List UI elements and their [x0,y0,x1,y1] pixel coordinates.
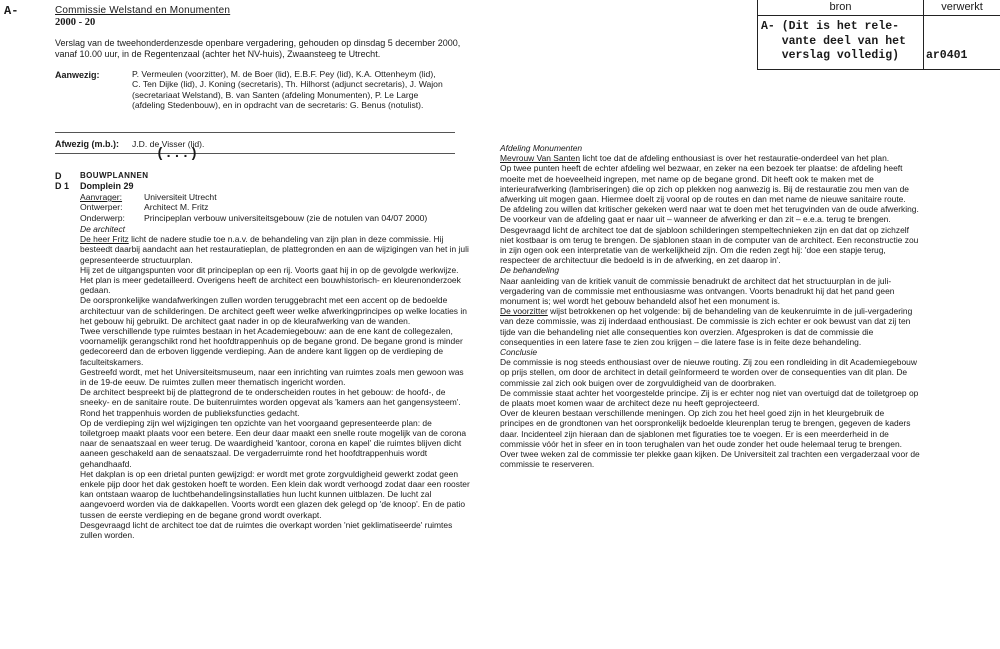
section-letter: D [55,171,62,181]
speaker-name: Mevrouw Van Santen [500,153,581,164]
detail-row [80,192,427,202]
detail-key: Ontwerper: [80,202,123,213]
present-line: (secretariaat Welstand), B. van Santen (afdeling Monumenten), P. Le Large [132,89,419,100]
document-number: 2000 - 20 [55,17,96,28]
paragraph-text: licht toe dat de afdeling enthousiast is over het restauratie-onderdeel van het plan. [580,153,890,164]
paragraph: Het dakplan is op een drietal punten gewijzigd: er wordt met grote zorgvuldigheid gewerkt zodat geen enkele pijp door het dak gestoken hoeft te worden. Een klein dak wordt verhoogd zodat daar een rooster kan ontstaan waarop de luchtbehandelingsinstallaties hun lucht kunnen uitblazen. De lucht zal aangevoerd worden via de dakkapellen. Voorts wordt een glazen dek gelegd op 'de knoop'. En de patio tussen de eerste verdieping en de begane grond wordt overkapt. [80,468,470,520]
stamp-header-processed: verwerkt [941,1,983,13]
stamp-divider [758,15,1000,16]
paragraph: Op de verdieping zijn wel wijzigingen ten opzichte van het voorgaand gepresenteerde plan: de toiletgroep maakt plaats voor een betere. Een deur daar maakt een snelle route mogelijk van de corona naar de senaatszaal en weer terug. De waardigheid 'kantoor, corona en kapel' die ruimtes blijven dicht aaneen geschakeld aan de senaatszaal. De vergaderruimte rond het hoofdtrappenhuis wordt gehandhaafd. [80,417,467,469]
stamp-header-source: bron [829,1,852,13]
omission-marker: (...) [156,146,199,162]
paragraph: Hij zet de uitgangspunten voor dit principeplan op een rij. Voorts gaat hij in op de gevolgde werkwijze. Het plan is meer gedetailleerd. Overigens heeft de architect een bouwhistorisch- en kleurenonderzoek gedaan. [80,264,461,296]
paragraph [80,234,472,265]
paragraph-heading: Conclusie [500,347,538,358]
speaker-name: De heer Fritz [80,234,129,245]
paragraph-heading: De behandeling [500,265,560,276]
detail-key: Onderwerp: [80,212,125,223]
paragraph: Twee verschillende type ruimtes bestaan in het Academiegebouw: aan de ene kant de collegezalen, voornamelijk gerangschikt rond het hoofdtrappenhuis op de begane grond. De begane grond is minder gedecoreerd dan de erboven liggende verdieping. Aan de andere kant liggen op de verdieping de faculteitskamers. [80,326,463,367]
detail-row [80,213,427,223]
stamp-code: ar0401 [926,49,968,62]
paragraph-text: licht de nadere studie toe n.a.v. de behandeling van zijn plan in deze commissie. Hij besteedt daarbij aandacht aan het restauratieplan, de plattegronden en aan de wijzigingen van het in juli gepresenteerde structuurplan. [80,234,469,265]
paragraph: Desgevraagd licht de architect toe dat de ruimtes die overkapt worden 'niet geklimatiseerde' ruimtes zullen worden. [80,519,453,541]
paragraph-text: wijst betrokkenen op het volgende: bij de behandeling van de keukenruimte in de juli-vergadering van deze commissie, was zij inderdaad enthousiast. De commissie is zich echter er ook bewust van dat zij ten tijde van die behandeling niet alle consequenties kon overzien. Afgesproken is dat de commissie die consequenties in een latere fase te zien zou krijgen – die latere fase is in feite deze behandeling. [500,306,913,347]
absent-list: J.D. de Visser (lid). [132,139,205,149]
detail-row [80,202,427,212]
detail-key: Aanvrager: [80,192,123,202]
left-text-column [80,224,472,540]
paragraph: De architect bespreekt bij de plattegrond de te onderscheiden routes in het gebouw: de hoofd-, de sneeky- en de sanitaire route. De buitenruimtes worden opgevat als 'kamers aan het gangensysteem'. Rond het trappenhuis worden de publieksfuncties gedacht. [80,387,461,418]
paragraph [500,306,920,347]
detail-value: Universiteit Utrecht [144,192,217,202]
paragraph: Over de kleuren bestaan verschillende meningen. Op zich zou het heel goed zijn in het kleurgebruik de principes en de grondtonen van het oorspronkelijk bedoelde kleurenplan terug te brengen, gegeven de kaders daar. Incidenteel zijn hieraan dan de sjablonen met figuraties toe te voegen. Er is een meerderheid in de commissie vóór het in sfeer en in toon terughalen van het oude zonder het oude helemaal terug te brengen. [500,408,911,449]
paragraph [500,153,920,163]
paragraph: De commissie is nog steeds enthousiast over de nieuwe routing. Zij zou een rondleiding in dit Academiegebouw op prijs stellen, om door de architect in detail geïnformeerd te worden over de consequenties van dit plan. De commissie zal zich ook buigen over de zorgvuldigheid van de doorbraken. [500,357,917,388]
detail-value: Architect M. Fritz [144,202,209,213]
archive-stamp [757,0,1000,70]
paragraph: Naar aanleiding van de kritiek vanuit de commissie benadrukt de architect dat het structuurplan in de juli-vergadering van de commissie met enthousiasme was ontvangen. Voorts benadrukt hij dat het pand geen monument is; wel wordt het gebouw behandeld alsof het een monument is. [500,275,895,307]
plan-details [80,192,427,223]
subsection-title: Domplein 29 [80,181,134,191]
stamp-note: A- (Dit is het rele- vante deel van het verslag volledig) [761,20,906,62]
paragraph: De afdeling zou willen dat kritischer gekeken werd naar wat te doen met het terugvinden van de oude afwerking. De voorkeur van de afdeling gaat er naar uit – wanneer de afwerking er dan zit – e.e.a. terug te brengen. Desgevraagd licht de architect toe dat de sjabloon schilderingen stempeltechnieken zijn en dat dat op zichzelf niet kostbaar is om terug te brengen. De sjablonen staan in de computer van de architect. Een reconstructie zou in zijn ogen ook een interpretatie van de werkelijkheid zijn. Om die reden zegt hij: 'doe een stapje terug, respecteer de architectuur die bedoeld is in de afwerking, en zet daarop in'. [500,204,919,266]
paragraph: De commissie staat achter het voorgestelde principe. Zij is er echter nog niet van overtuigd dat de toiletgroep op de plaats moet komen waar de architect deze nu heeft geprojecteerd. [500,387,919,409]
paragraph: Over twee weken zal de commissie ter plekke gaan kijken. De Universiteit zal trachten een vergaderzaal voor de commissie te reserveren. [500,449,920,470]
divider-line [55,153,455,154]
detail-value: Principeplan verbouw universiteitsgebouw (zie de notulen van 04/07 2000) [144,212,428,223]
organization-name: Commissie Welstand en Monumenten [55,5,231,16]
paragraph: Op twee punten heeft de echter afdeling wel bezwaar, en zeker na een bezoek ter plaatse: de afdeling heeft moeite met de hoeveelheid ingrepen, met name op de begane grond. Dit heeft ook te maken met de interieurafwerking (lambriseringen) die op zich op plekken nog aanwezig is. Bij de restauratie zou men van de afwerking uit mogen gaan. Hiermee doelt zij vooral op de routes en dan met name de nieuwe sanitaire route. [500,163,909,205]
present-list [132,69,462,110]
present-line: (afdeling Stedenbouw), en in opdracht van de secretaris: G. Benus (notulist). [132,99,424,110]
paragraph-heading: De architect [80,224,126,234]
paragraph-heading: Afdeling Monumenten [500,143,583,153]
meeting-intro: Verslag van de tweehonderdenzesde openbare vergadering, gehouden op dinsdag 5 december 2000, vanaf 10.00 uur, in de Regentenzaal (achter het NV-huis), Zwaansteeg te Utrecht. [55,38,461,59]
present-line: C. Ten Dijke (lid), J. Koning (secretaris), Th. Hilhorst (adjunct secretaris), J. Wajon [132,79,443,90]
absent-label: Afwezig (m.b.): [55,139,119,149]
subsection-number: D 1 [55,181,70,191]
speaker-name: De voorzitter [500,306,548,317]
section-title: BOUWPLANNEN [80,171,149,180]
divider-line [55,132,455,133]
present-label: Aanwezig: [55,70,100,80]
margin-mark: A- [4,4,19,18]
right-text-column [500,143,920,470]
paragraph: De oorspronkelijke wandafwerkingen zullen worden teruggebracht met een accent op de bedoelde architectuur van de schilderingen. De architect geeft weer welke afwerkingprincipes op welke locaties in het gebouw hij gebruikt. De architect gaat nader in op de kleurafwerking van de wanden. [80,295,467,326]
paragraph: Gestreefd wordt, met het Universiteitsmuseum, naar een inrichting van ruimtes zoals men gewoon was in de 19-de eeuw. De ruimtes zullen meer thematisch ingericht worden. [80,366,464,388]
present-line: P. Vermeulen (voorzitter), M. de Boer (lid), E.B.F. Pey (lid), K.A. Ottenheym (lid), [132,69,436,79]
